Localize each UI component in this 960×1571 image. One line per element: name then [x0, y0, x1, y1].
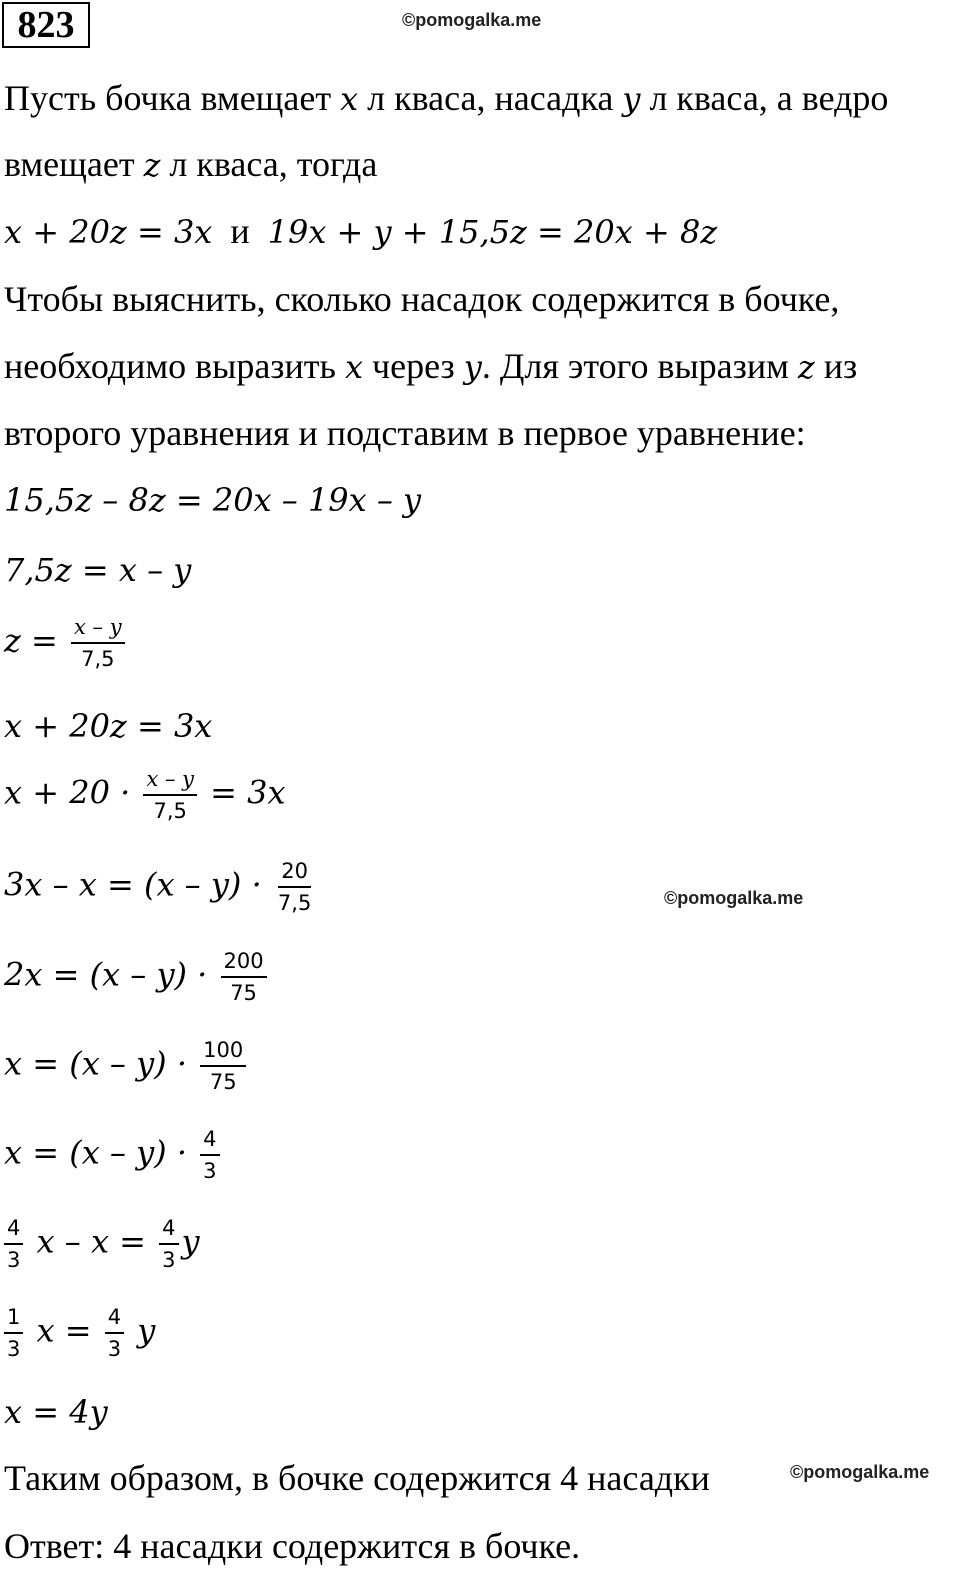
- equation-1: 15,5z – 8z = 20x – 19x – y: [4, 481, 422, 519]
- fraction: $\frac{1}{3}$: [4, 1305, 23, 1361]
- conclusion: Таким образом, в бочке содержится 4 насадки: [4, 1458, 710, 1498]
- fraction: $\frac{4}{3}$: [200, 1127, 219, 1183]
- watermark-bottom: ©pomogalka.me: [790, 1462, 930, 1482]
- equation-system: x + 20z = 3x и 19x + y + 15,5z = 20x + 8z: [4, 211, 718, 251]
- paragraph-5: необходимо выразить x через y. Для этого выразим z из: [4, 346, 858, 386]
- fraction: $\frac{4}{3}$: [159, 1216, 178, 1272]
- equation-6: 3x – x = (x – y) · $\frac{20}{7,5}$: [4, 859, 317, 915]
- fraction: $\frac{x - y}{7,5}$: [71, 615, 125, 671]
- equation-4: x + 20z = 3x: [4, 707, 213, 745]
- equation-5: x + 20 · $\frac{x - y}{7,5}$ = 3x: [4, 767, 286, 823]
- fraction: $\frac{200}{75}$: [221, 949, 267, 1005]
- fraction: $\frac{4}{3}$: [105, 1305, 124, 1361]
- fraction: $\frac{4}{3}$: [4, 1216, 23, 1272]
- equation-9: x = (x – y) · $\frac{4}{3}$: [4, 1127, 223, 1183]
- equation-12: x = 4y: [4, 1393, 108, 1431]
- equation-2: 7,5z = x – y: [4, 551, 192, 589]
- paragraph-1: Пусть бочка вмещает x л кваса, насадка y л кваса, а ведро: [4, 78, 889, 118]
- fraction: $\frac{x - y}{7,5}$: [143, 767, 197, 823]
- fraction: $\frac{20}{7,5}$: [277, 859, 312, 915]
- equation-10: $\frac{4}{3}$ x – x = $\frac{4}{3}$ y: [4, 1216, 200, 1272]
- watermark-top: ©pomogalka.me: [402, 10, 542, 30]
- paragraph-2: вмещает z л кваса, тогда: [4, 144, 378, 184]
- equation-3: z = $\frac{x - y}{7,5}$: [4, 615, 128, 671]
- problem-number: 823: [2, 2, 90, 48]
- answer: Ответ: 4 насадки содержится в бочке.: [4, 1526, 581, 1566]
- equation-8: x = (x – y) · $\frac{100}{75}$: [4, 1038, 249, 1094]
- equation-11: $\frac{1}{3}$ x = $\frac{4}{3}$ y: [4, 1305, 155, 1361]
- fraction: $\frac{100}{75}$: [200, 1038, 246, 1094]
- watermark-middle: ©pomogalka.me: [664, 888, 804, 908]
- paragraph-6: второго уравнения и подставим в первое уравнение:: [4, 413, 806, 453]
- equation-7: 2x = (x – y) · $\frac{200}{75}$: [4, 949, 270, 1005]
- paragraph-4: Чтобы выяснить, сколько насадок содержится в бочке,: [4, 279, 840, 319]
